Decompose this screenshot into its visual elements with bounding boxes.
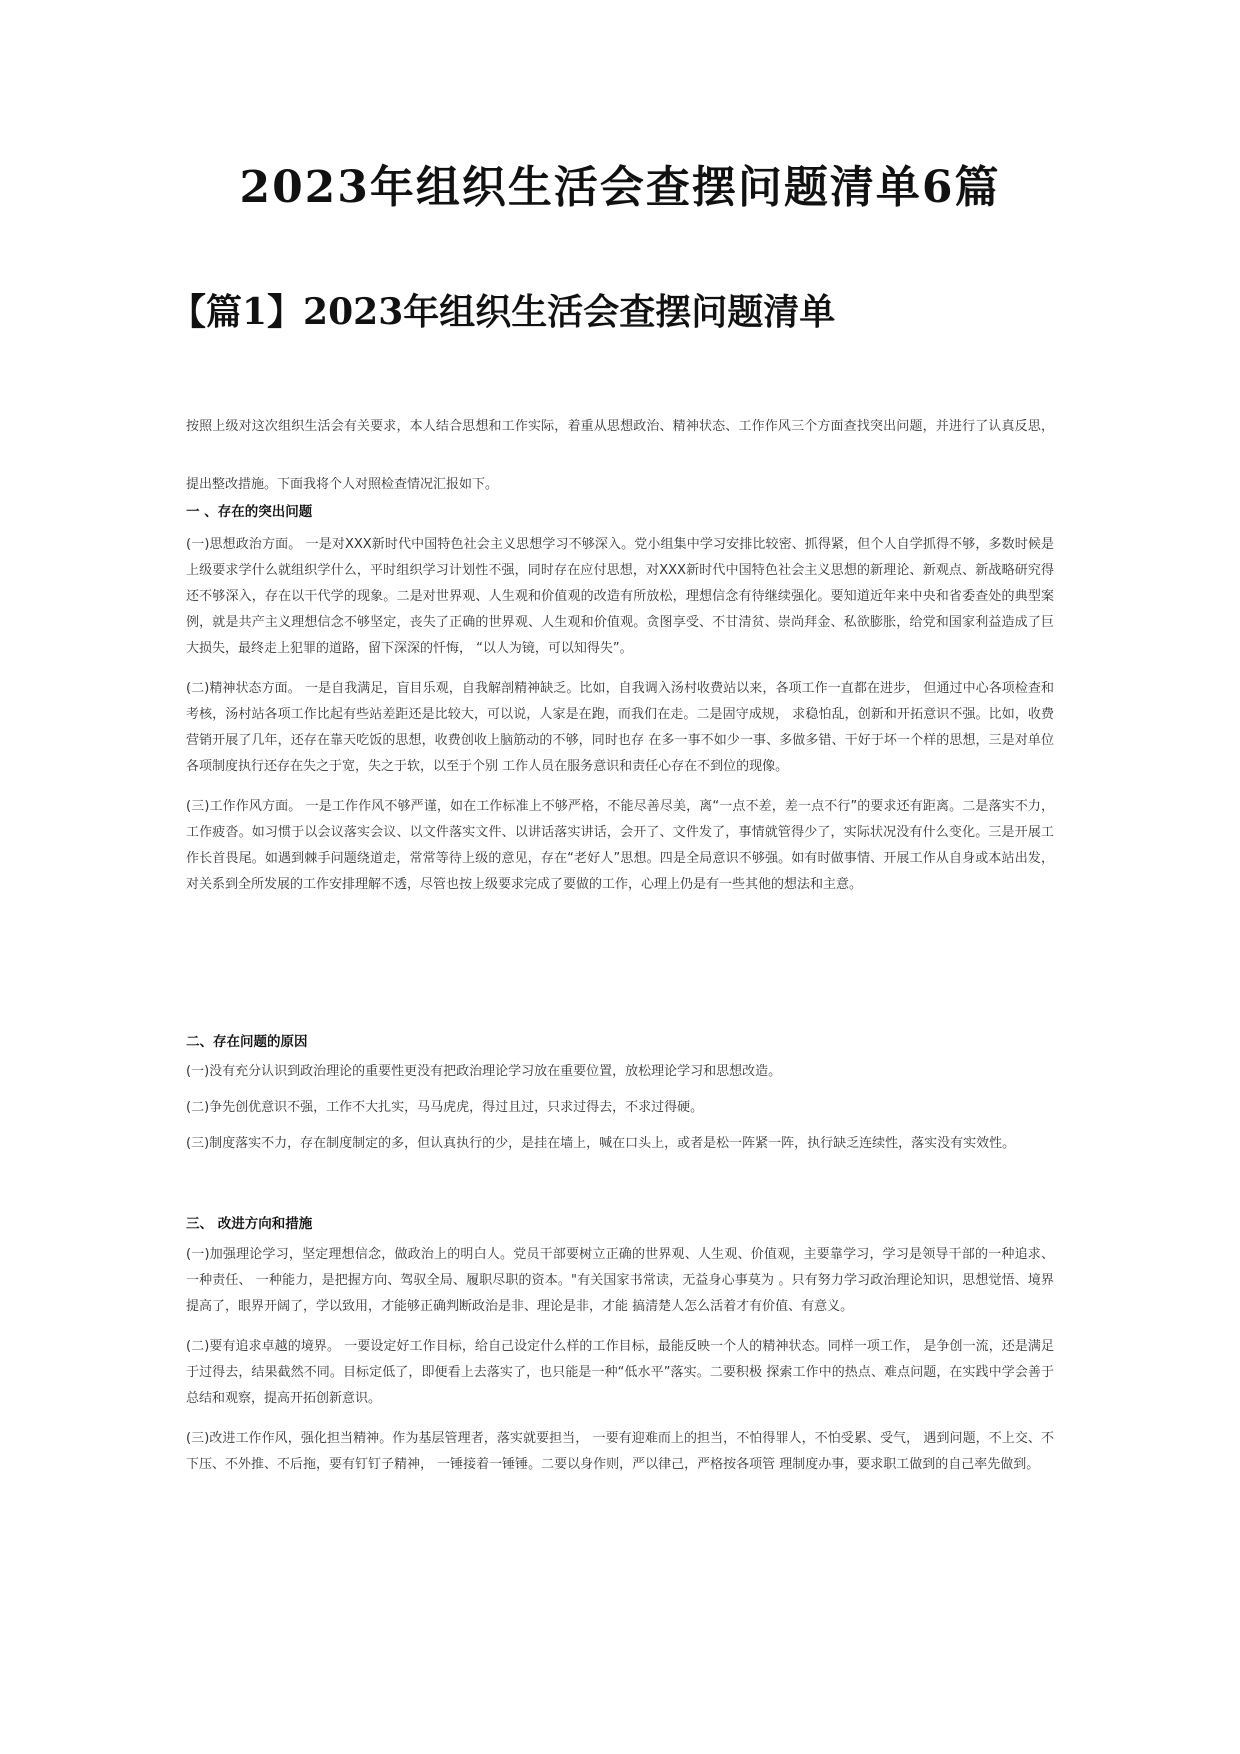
- paragraph: (三)工作作风方面。 一是工作作风不够严谨，如在工作标准上不够严格，不能尽善尽美，离“一点不差，差一点不行”的要求还有距离。二是落实不力，工作疲沓。如习惯于以会议落实会议、以文件落实文件、以讲话落实讲话，会开了、文件发了，事情就管得少了，实际状况没有什么变化。三是开展工作长首畏尾。如遇到棘手问题绕道走，常常等待上级的意见，存在“老好人”思想。四是全局意识不够强。如有时做事情、开展工作从自身或本站出发，对关系到全所发展的工作安排理解不透，尽管也按上级要求完成了要做的工作，心理上仍是有一些其他的想法和主意。: [186, 799, 1054, 892]
- document-title: 2023年组织生活会查摆问题清单6篇: [239, 162, 1001, 213]
- paragraph: (二)精神状态方面。 一是自我满足，盲目乐观，自我解剖精神缺乏。比如，自我调入汤村收费站以来，各项工作一直都在进步， 但通过中心各项检查和考核，汤村站各项工作比起有些站差距还是比较大，可以说，人家是在跑，而我们在走。二是固守成规， 求稳怕乱，创新和开拓意识不强。比如，收费营销开展了几年，还存在靠天吃饭的思想，收费创收上脑筋动的不够，同时也存 在多一事不如少一事、多做多错、干好于坏一个样的思想，三是对单位各项制度执行还存在失之于宽，失之于软，以至于个别 工作人员在服务意识和责任心存在不到位的现像。: [186, 681, 1054, 774]
- paragraph: (二)争先创优意识不强，工作不大扎实，马马虎虎，得过且过，只求过得去，不求过得硬。: [186, 1100, 704, 1115]
- intro-paragraph: 按照上级对这次组织生活会有关要求，本人结合思想和工作实际，着重从思想政治、精神状态、工作作风三个方面查找突出问题，并进行了认真反思，提出整改措施。下面我将个人对照检查情况汇报如下。: [186, 419, 1054, 492]
- heading-problems: 一 、存在的突出问题: [186, 504, 313, 520]
- intro-block: [186, 398, 1054, 514]
- problems-block: [186, 532, 1054, 898]
- heading-measures: 三、 改进方向和措施: [186, 1216, 313, 1232]
- paragraph: (一)思想政治方面。 一是对XXX新时代中国特色社会主义思想学习不够深入。党小组集中学习安排比较密、抓得紧，但个人自学抓得不够，多数时候是上级要求学什么就组织学什么，平时组织学习计划性不强，同时存在应付思想，对XXX新时代中国特色社会主义思想的新理论、新观点、新战略研究得还不够深入，存在以干代学的现象。二是对世界观、人生观和价值观的改造有所放松，理想信念有待继续强化。要知道近年来中央和省委查处的典型案例，就是共产主义理想信念不够坚定，丧失了正确的世界观、人生观和价值观。贪图享受、不甘清贫、崇尚拜金、私欲膨胀，给党和国家利益造成了巨大损失，最终走上犯罪的道路，留下深深的忏悔， “以人为镜，可以知得失”。: [186, 537, 1054, 656]
- paragraph: (三)制度落实不力，存在制度制定的多，但认真执行的少，是挂在墙上，喊在口头上，或者是松一阵紧一阵，执行缺乏连续性，落实没有实效性。: [186, 1136, 1016, 1151]
- paragraph: (一)加强理论学习，坚定理想信念，做政治上的明白人。党员干部要树立正确的世界观、人生观、价值观，主要靠学习，学习是领导干部的一种追求、 一种责任、 一种能力，是把握方向、驾驭全局、履职尽职的资本。"有关国家书常读，无益身心事莫为 。只有努力学习政治理论知识，思想觉悟、境界提高了，眼界开阔了，学以致用，才能够正确判断政治是非、理论是非，才能 搞清楚人怎么活着才有价值、有意义。: [186, 1247, 1054, 1314]
- heading-causes: 二、存在问题的原因: [186, 1034, 308, 1050]
- measures-block: [186, 1242, 1054, 1478]
- paragraph: (一)没有充分认识到政治理论的重要性更没有把政治理论学习放在重要位置，放松理论学习和思想改造。: [186, 1064, 782, 1079]
- section-title: 【篇1】2023年组织生活会查摆问题清单: [170, 291, 836, 333]
- paragraph: (三)改进工作作风，强化担当精神。作为基层管理者，落实就要担当， 一要有迎难而上的担当，不怕得罪人，不怕受累、受气， 遇到问题，不上交、不下压、不外推、不后拖，要有钉钉子精神， 一锤接着一锤锤。二要以身作则，严以律己，严格按各项管 理制度办事，要求职工做到的自己率先做到。: [186, 1431, 1054, 1472]
- paragraph: (二)要有追求卓越的境界。 一要设定好工作目标，给自己设定什么样的工作目标，最能反映一个人的精神状态。同样一项工作， 是争创一流，还是满足于过得去，结果截然不同。目标定低了，即便看上去落实了，也只能是一种“低水平”落实。二要积极 探索工作中的热点、难点问题，在实践中学会善于总结和观察，提高开拓创新意识。: [186, 1339, 1054, 1406]
- causes-block: [186, 1054, 1054, 1162]
